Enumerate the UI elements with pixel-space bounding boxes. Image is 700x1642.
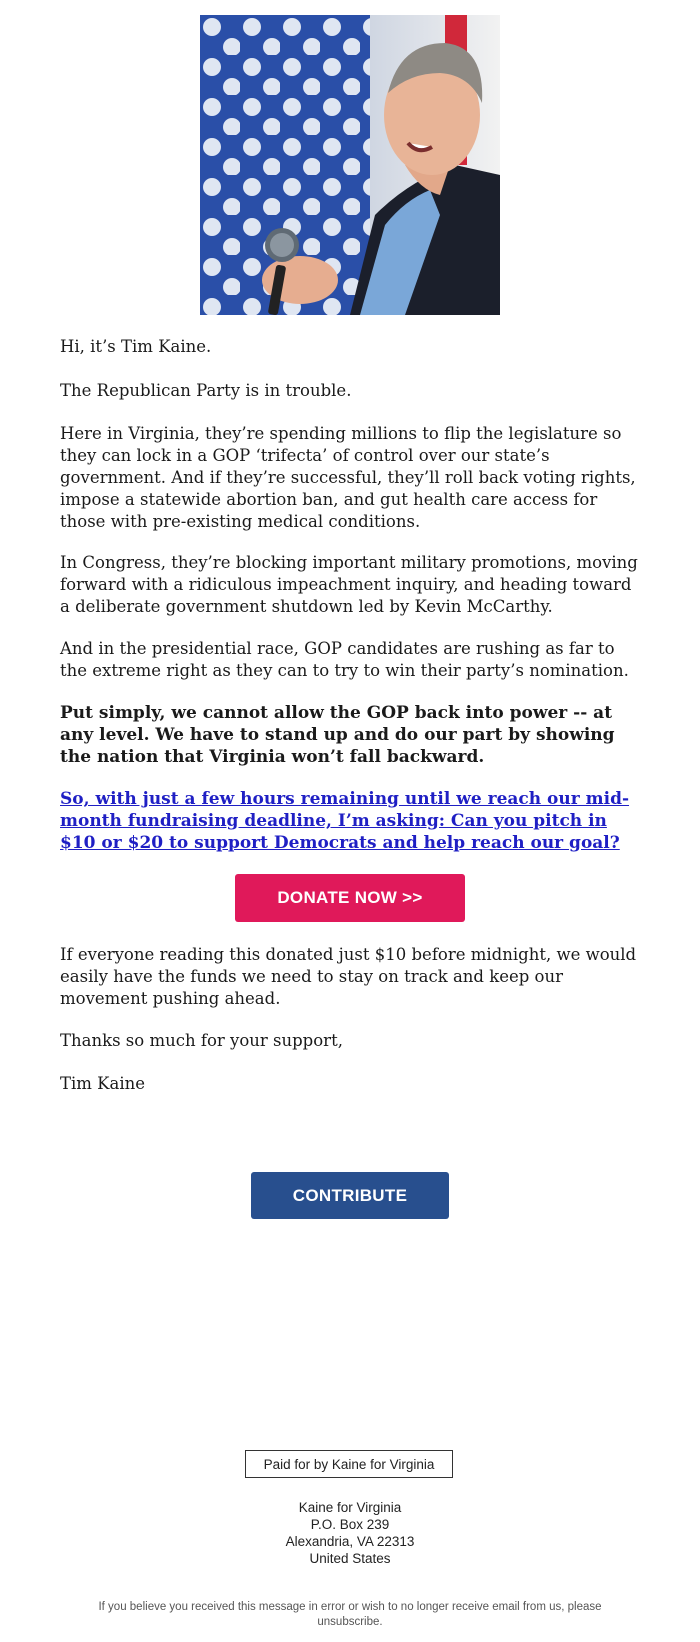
greeting: Hi, it’s Tim Kaine. xyxy=(60,337,212,356)
paragraph-midnight: If everyone reading this donated just $10 before midnight, we would easily have the funds we need to stay on track and keep our movement pushing ahead. xyxy=(60,945,637,1008)
address-line: P.O. Box 239 xyxy=(310,1517,390,1532)
tim-kaine-photo-icon xyxy=(200,15,500,315)
contribute-button[interactable]: CONTRIBUTE xyxy=(251,1172,449,1219)
paragraph-congress: In Congress, they’re blocking important military promotions, moving forward with a ridiculous impeachment inquiry, and heading toward a deliberate government shutdown led by Kevin McCarthy. xyxy=(60,553,638,616)
signature: Tim Kaine xyxy=(60,1074,146,1093)
mailing-address xyxy=(0,1499,700,1567)
address-line: United States xyxy=(309,1551,391,1566)
unsubscribe-note[interactable]: If you believe you received this message in error or wish to no longer receive email from us, please unsubscribe. xyxy=(98,1601,602,1628)
paid-for-box: Paid for by Kaine for Virginia xyxy=(245,1450,453,1478)
address-line: Alexandria, VA 22313 xyxy=(285,1534,415,1549)
tim-kaine-photo xyxy=(200,15,500,315)
paragraph-trouble: The Republican Party is in trouble. xyxy=(60,381,352,400)
paragraph-virginia: Here in Virginia, they’re spending millions to flip the legislature so they can lock in a GOP ‘trifecta’ of control over our state’s government. And if they’re successful, they’ll roll back voting rights, impose a statewide abortion ban, and gut health care access for those with pre-existing medical conditions. xyxy=(60,424,636,531)
donate-now-button[interactable]: DONATE NOW >> xyxy=(235,874,465,922)
address-line: Kaine for Virginia xyxy=(298,1500,402,1515)
paragraph-donation-ask xyxy=(60,788,642,854)
donation-ask-link[interactable]: So, with just a few hours remaining until we reach our mid-month fundraising deadline, I’m asking: Can you pitch in $10 or $20 to support Democrats and help reach our goal? xyxy=(60,789,630,853)
paragraph-bold-statement: Put simply, we cannot allow the GOP back into power -- at any level. We have to stand up and do our part by showing the nation that Virginia won’t fall backward. xyxy=(60,703,615,767)
paragraph-presidential: And in the presidential race, GOP candidates are rushing as far to the extreme right as they can to try to win their party’s nomination. xyxy=(60,639,629,680)
paragraph-thanks: Thanks so much for your support, xyxy=(60,1031,343,1050)
